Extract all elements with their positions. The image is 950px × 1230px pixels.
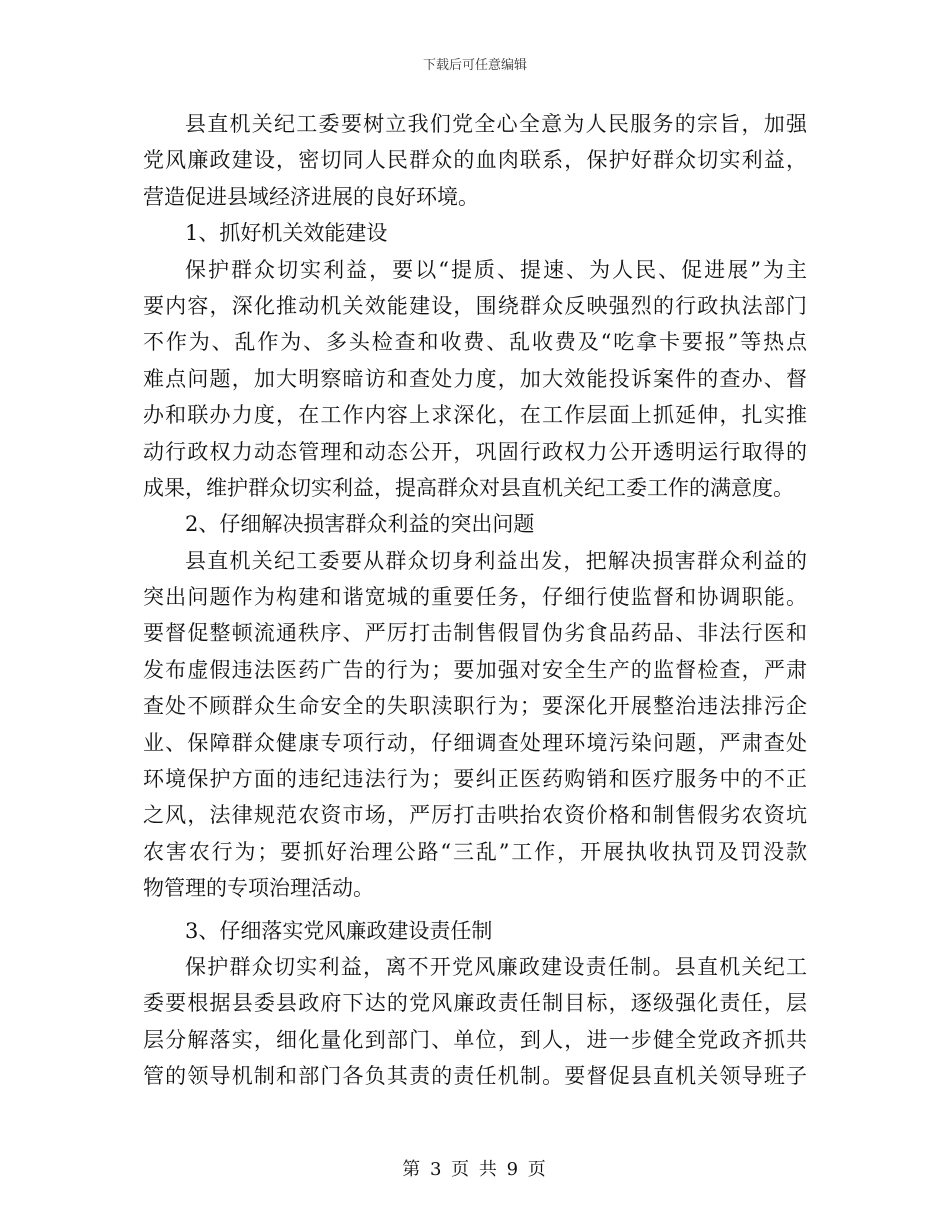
paragraph-line: 农害农行为；要抓好治理公路“三乱”工作，开展执收执罚及罚没款	[143, 839, 807, 864]
paragraph-line: 层分解落实，细化量化到部门、单位，到人，进一步健全党政齐抓共	[143, 1027, 807, 1052]
page-number-footer: 第 3 页 共 9 页	[402, 1159, 548, 1180]
paragraph-line: 不作为、乱作为、多头检查和收费、乱收费及“吃拿卡要报”等热点	[143, 330, 807, 355]
page-header: 下载后可任意编辑	[422, 58, 527, 73]
paragraph-line: 突出问题作为构建和谐宽城的重要任务，仔细行使监督和协调职能。	[143, 585, 807, 610]
paragraph-line: 要督促整顿流通秩序、严厉打击制售假冒伪劣食品药品、非法行医和	[143, 621, 807, 646]
paragraph-line: 办和联办力度，在工作内容上求深化，在工作层面上抓延伸，扎实推	[143, 403, 807, 428]
paragraph-line: 保护群众切实利益，要以“提质、提速、为人民、促进展”为主	[185, 257, 807, 282]
paragraph-line: 查处不顾群众生命安全的失职渎职行为；要深化开展整治违法排污企	[143, 694, 807, 719]
paragraph-line: 县直机关纪工委要从群众切身利益出发，把解决损害群众利益的	[185, 548, 807, 573]
paragraph-line: 之风，法律规范农资市场，严厉打击哄抬农资价格和制售假劣农资坑	[143, 803, 807, 828]
paragraph-line: 发布虚假违法医药广告的行为；要加强对安全生产的监督检查，严肃	[143, 657, 807, 682]
paragraph-line: 县直机关纪工委要树立我们党全心全意为人民服务的宗旨，加强	[185, 112, 807, 136]
paragraph-line: 委要根据县委县政府下达的党风廉政责任制目标，逐级强化责任，层	[143, 991, 807, 1016]
section-heading: 3、仔细落实党风廉政建设责任制	[185, 918, 493, 943]
paragraph-line: 管的领导机制和部门各负其责的责任机制。要督促县直机关领导班子	[143, 1064, 807, 1089]
paragraph-line: 环境保护方面的违纪违法行为；要纠正医药购销和医疗服务中的不正	[143, 767, 807, 792]
paragraph-line: 业、保障群众健康专项行动，仔细调查处理环境污染问题，严肃查处	[143, 730, 807, 755]
paragraph-line: 物管理的专项治理活动。	[143, 876, 374, 901]
paragraph-line: 成果，维护群众切实利益，提高群众对县直机关纪工委工作的满意度。	[143, 475, 794, 500]
paragraph-line: 动行政权力动态管理和动态公开，巩固行政权力公开透明运行取得的	[143, 439, 807, 464]
paragraph-line: 保护群众切实利益，离不开党风廉政建设责任制。县直机关纪工	[185, 954, 807, 979]
paragraph-line: 党风廉政建设，密切同人民群众的血肉联系，保护好群众切实利益，	[143, 148, 807, 173]
paragraph-line: 难点问题，加大明察暗访和查处力度，加大效能投诉案件的查办、督	[143, 366, 807, 391]
paragraph-line: 要内容，深化推动机关效能建设，围绕群众反映强烈的行政执法部门	[143, 293, 807, 318]
paragraph-line: 营造促进县域经济进展的良好环境。	[143, 184, 479, 209]
document-body	[143, 106, 807, 1095]
section-heading: 2、仔细解决损害群众利益的突出问题	[185, 512, 535, 537]
section-heading: 1、抓好机关效能建设	[185, 221, 388, 246]
